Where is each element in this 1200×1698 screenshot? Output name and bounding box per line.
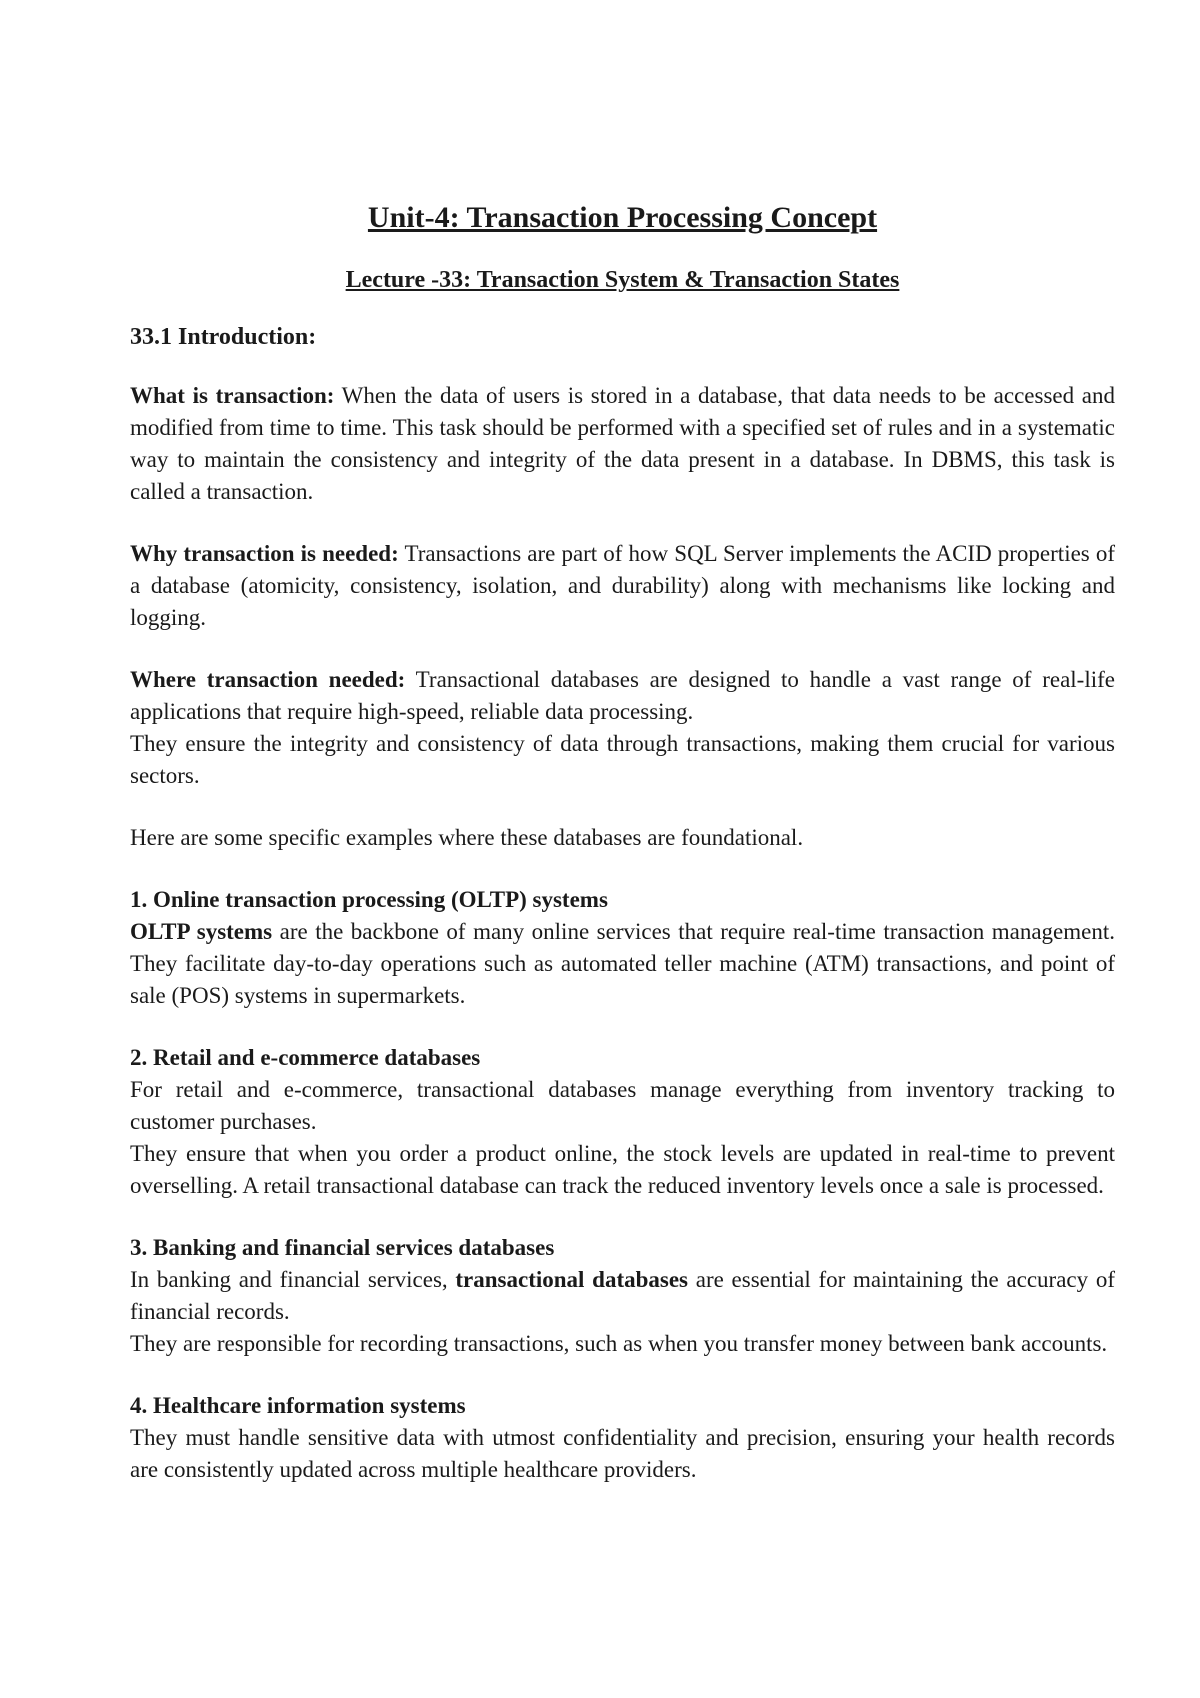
example-oltp <box>130 884 1115 1012</box>
example-bold: transactional databases <box>455 1266 689 1292</box>
example-heading: 1. Online transaction processing (OLTP) systems <box>130 886 608 912</box>
example-text-2: They are responsible for recording transactions, such as when you transfer money between bank accounts. <box>130 1330 1108 1356</box>
where-lead: Where transaction needed: <box>130 666 406 692</box>
where-text: Transactional databases are designed to handle a vast range of real-life applications that require high-speed, reliable data processing. <box>130 666 1115 724</box>
example-body-after: are essential for maintaining the accuracy of financial records. <box>130 1266 1116 1324</box>
example-body-before: In banking and financial services, <box>130 1266 456 1292</box>
why-text: Transactions are part of how SQL Server implements the ACID properties of a database (atomicity, consistency, isolation, and durability) along with mechanisms like locking and logging. <box>130 540 1116 630</box>
where-paragraph-text-2: They ensure the integrity and consistency of data through transactions, making them crucial for various sectors. <box>130 730 1115 788</box>
why-paragraph-text <box>130 538 1115 634</box>
example-text: For retail and e-commerce, transactional databases manage everything from inventory tracking to customer purchases. <box>130 1076 1115 1134</box>
example-banking <box>130 1232 1115 1360</box>
where-transaction-paragraph <box>130 664 1115 792</box>
lecture-title-text: Lecture -33: Transaction System & Transaction States <box>345 267 900 293</box>
why-transaction-paragraph <box>130 538 1115 634</box>
examples-intro-paragraph <box>130 822 1115 854</box>
example-lead: OLTP systems <box>130 918 273 944</box>
example-text: They must handle sensitive data with utmost confidentiality and precision, ensuring your health records are consistently updated across multiple healthcare providers. <box>130 1424 1115 1482</box>
document-page <box>130 200 1115 1516</box>
example-body: are the backbone of many online services that require real-time transaction management. They facilitate day-to-day operations such as automated teller machine (ATM) transactions, and point of sale (POS) systems in supermarkets. <box>130 918 1115 1008</box>
where-paragraph-text <box>130 664 1115 728</box>
unit-title: Unit-4: Transaction Processing Concept <box>367 201 878 234</box>
example-text <box>130 916 1115 1012</box>
what-lead: What is transaction: <box>130 382 335 408</box>
examples-intro-text: Here are some specific examples where these databases are foundational. <box>130 824 804 850</box>
lecture-title <box>130 266 1115 295</box>
example-heading: 4. Healthcare information systems <box>130 1392 466 1418</box>
example-heading: 3. Banking and financial services databases <box>130 1234 555 1260</box>
example-heading: 2. Retail and e-commerce databases <box>130 1044 481 1070</box>
example-retail <box>130 1042 1115 1202</box>
example-healthcare <box>130 1390 1115 1486</box>
why-lead: Why transaction is needed: <box>130 540 399 566</box>
section-heading: 33.1 Introduction: <box>130 323 317 350</box>
example-text <box>130 1264 1115 1328</box>
what-paragraph-text <box>130 380 1115 508</box>
what-text: When the data of users is stored in a database, that data needs to be accessed and modified from time to time. This task should be performed with a specified set of rules and in a systematic way to maintain the consistency and integrity of the data present in a database. In DBMS, this task is called a transaction. <box>130 382 1115 504</box>
what-is-transaction-paragraph <box>130 380 1115 508</box>
example-text-2: They ensure that when you order a product online, the stock levels are updated in real-time to prevent overselling. A retail transactional database can track the reduced inventory levels once a sale is processed. <box>130 1140 1115 1198</box>
